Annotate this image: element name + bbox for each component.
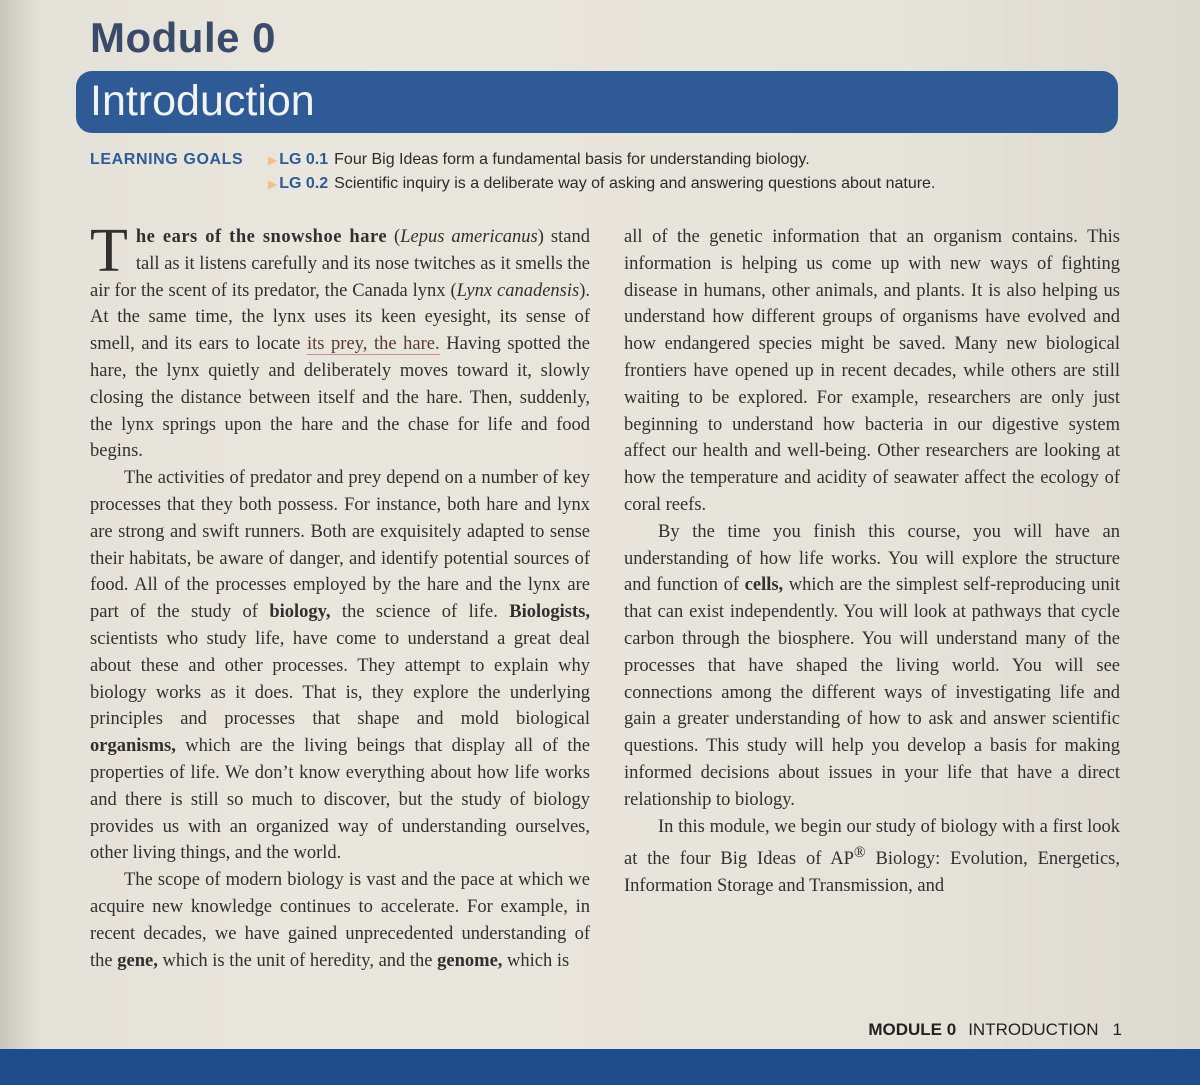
body-paragraph: The ears of the snowshoe hare (Lepus americanus) stand tall as it listens carefully and its nose twitches as it smells the air for the scent of its predator, the Canada lynx (Lynx canadensis). At the same time, the lynx uses its keen eyesight, its sense of smell, and its ears to locate its prey, the hare. Having spotted the hare, the lynx quietly and deliberately moves toward it, slowly closing the distance between itself and the hare. Then, suddenly, the lynx springs upon the hare and the chase for life and food begins.: [90, 217, 590, 462]
body-paragraph: The scope of modern biology is vast and the pace at which we acquire new knowledge continues to accelerate. For example, in recent decades, we have gained unprecedented understanding of the gene, which is the unit of heredity, and the genome, which is: [90, 870, 590, 971]
goal-text: Four Big Ideas form a fundamental basis for understanding biology.: [334, 151, 810, 168]
key-term: genome,: [437, 950, 503, 971]
body-paragraph: By the time you finish this course, you will have an understanding of how life works. You will explore the structure and function of cells, which are the simplest self-reproducing unit that can exist independently. You will look at pathways that cycle carbon through the biosphere. You will understand many of the processes that have shaped the living world. You will see connections among the different ways of investigating life and gain a greater understanding of how to ask and answer scientific questions. This study will help you develop a basis for making informed decisions about issues in your life that have a direct relationship to biology.: [624, 521, 1120, 810]
page-number: 1: [1112, 1020, 1122, 1039]
key-term: organisms,: [90, 736, 176, 757]
goal-code: LG 0.1: [279, 151, 329, 168]
title-banner: [76, 71, 1118, 133]
body-paragraph-continued: all of the genetic information that an organism contains. This information is helping us come up with new ways of fighting disease in humans, other animals, and plants. It is also helping us understand how different groups of organisms have evolved and how endangered species might be saved. Many new biological frontiers have opened up in recent decades, while others are still waiting to be explored. For example, researchers are only just beginning to understand how bacteria in our digestive system affect our health and well-being. Other researchers are looking at how the temperature and acidity of seawater affect the ecology of coral reefs.: [624, 227, 1120, 515]
body-paragraph: In this module, we begin our study of biology with a first look at the four Big Ideas of AP® Biology: Evolution, Energetics, Information Storage and Transmission, and: [624, 816, 1120, 897]
learning-goals-heading: LEARNING GOALS: [90, 151, 244, 168]
page-title: Introduction: [90, 77, 315, 125]
text-column-left: [90, 217, 590, 974]
learning-goal-item: [268, 151, 810, 169]
triangle-arrow-icon: ▶: [268, 177, 278, 191]
goal-text: Scientific inquiry is a deliberate way of asking and answering questions about nature.: [334, 175, 936, 192]
bottom-color-band: [0, 1049, 1200, 1085]
footer-section: INTRODUCTION: [968, 1020, 1099, 1039]
text-column-right: [624, 224, 1120, 900]
key-term: gene,: [117, 950, 158, 971]
highlighted-text: its prey, the hare.: [306, 334, 440, 355]
triangle-arrow-icon: ▶: [268, 153, 278, 167]
page-footer: [868, 1020, 1122, 1040]
key-term: biology,: [269, 602, 331, 623]
module-label: Module 0: [90, 14, 277, 61]
key-term: Biologists,: [509, 602, 590, 623]
body-paragraph: The activities of predator and prey depend on a number of key processes that they both possess. For instance, both hare and lynx are strong and swift runners. Both are exquisitely adapted to sense their habitats, be aware of danger, and identify potential sources of food. All of the processes employed by the hare and the lynx are part of the study of biology, the science of life. Biologists, scientists who study life, have come to understand a great deal about these and other processes. They attempt to explain why biology works as it does. That is, they explore the underlying principles and processes that shape and mold biological organisms, which are the living beings that display all of the properties of life. We don’t know everything about how life works and there is still so much to discover, but the study of biology provides us with an organized way of understanding ourselves, other living things, and the world.: [90, 468, 590, 864]
goal-code: LG 0.2: [279, 175, 329, 192]
key-term: cells,: [744, 575, 784, 596]
drop-cap: T: [90, 217, 128, 285]
learning-goal-item: [268, 175, 935, 193]
footer-module: MODULE 0: [868, 1020, 957, 1039]
